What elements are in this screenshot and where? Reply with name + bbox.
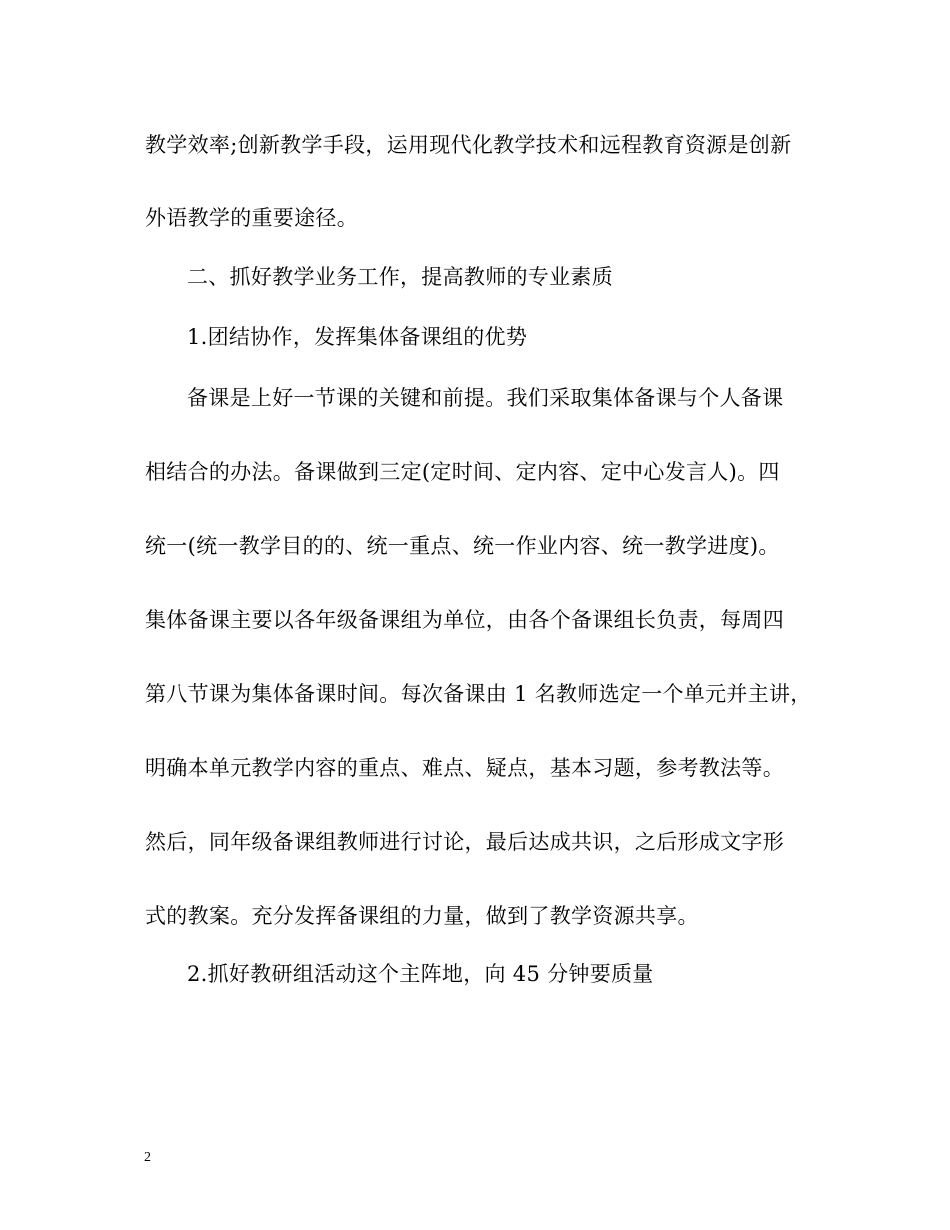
body-text-line: 然后，同年级备课组教师进行讨论，最后达成共识，之后形成文字形 bbox=[145, 830, 784, 854]
body-text-line: 相结合的办法。备课做到三定(定时间、定内容、定中心发言人)。四 bbox=[145, 460, 780, 484]
body-text-line: 外语教学的重要途径。 bbox=[145, 206, 358, 230]
subsection-heading: 1.团结协作，发挥集体备课组的优势 bbox=[187, 325, 528, 349]
body-text-line: 教学效率;创新教学手段，运用现代化教学技术和远程教育资源是创新 bbox=[145, 133, 792, 157]
body-text-line: 明确本单元教学内容的重点、难点、疑点，基本习题，参考教法等。 bbox=[145, 756, 784, 780]
body-text-line: 式的教案。充分发挥备课组的力量，做到了教学资源共享。 bbox=[145, 904, 699, 928]
body-text-line: 第八节课为集体备课时间。每次备课由 1 名教师选定一个单元并主讲， bbox=[145, 682, 812, 706]
page-number: 2 bbox=[144, 1150, 151, 1165]
paragraph-first-line: 备课是上好一节课的关键和前提。我们采取集体备课与个人备课 bbox=[187, 386, 784, 410]
subsection-heading: 2.抓好教研组活动这个主阵地，向 45 分钟要质量 bbox=[187, 962, 654, 986]
section-heading: 二、抓好教学业务工作，提高教师的专业素质 bbox=[187, 265, 613, 289]
body-text-line: 集体备课主要以各年级备课组为单位，由各个备课组长负责，每周四 bbox=[145, 608, 784, 632]
body-text-line: 统一(统一教学目的的、统一重点、统一作业内容、统一教学进度)。 bbox=[145, 534, 780, 558]
